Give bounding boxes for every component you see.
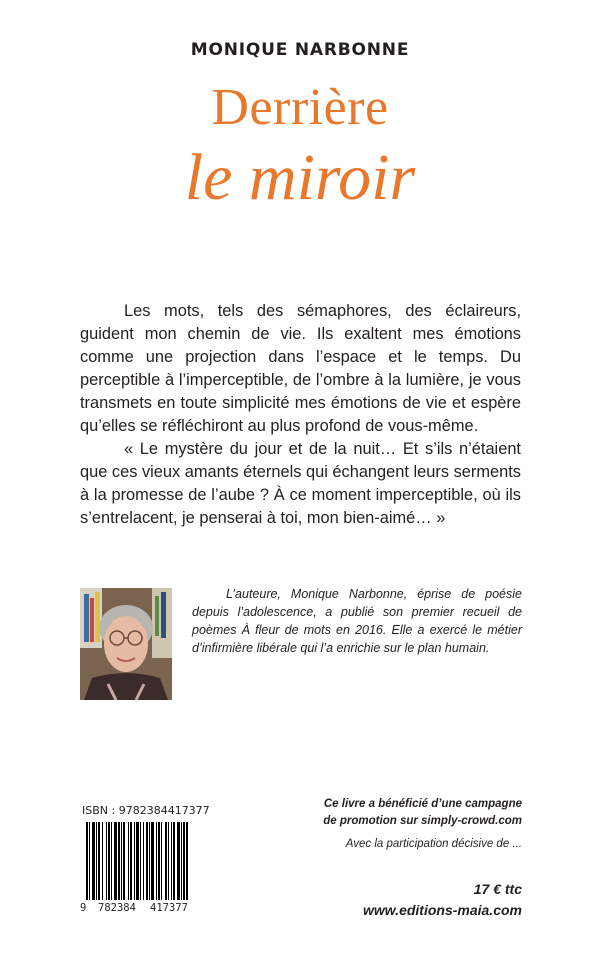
author-name: MONIQUE NARBONNE <box>190 40 410 60</box>
promo-line-2: de promotion sur simply-crowd.com <box>323 815 522 827</box>
author-bio: L’auteure, Monique Narbonne, éprise de poésie depuis l’adolescence, a publié son premier recueil de poèmes À fleur de mots en 2016. Elle a exercé le métier d’infirmière libérale qui l’a enrichie sur le plan humain. <box>192 587 522 655</box>
participation-note: Avec la participation décisive de ... <box>345 838 522 850</box>
title-line-1: Derrière <box>211 79 389 136</box>
back-cover-text <box>80 300 521 530</box>
promo-line-1: Ce livre a bénéficié d’une campagne <box>323 798 522 810</box>
author-photo <box>80 588 172 700</box>
barcode-digits-left: 782384 <box>98 902 136 914</box>
promotion-note <box>323 796 522 830</box>
isbn-label: ISBN : 9782384417377 <box>82 804 210 817</box>
barcode <box>80 822 204 900</box>
paragraph-1: Les mots, tels des sémaphores, des éclaireurs, guident mon chemin de vie. Ils exaltent mes émotions comme une projection dans l’espace et le temps. Du perceptible à l’imperceptible, de l’ombre à la lumière, je vous transmets en toute simplicité mes émotions de vie et espère qu’elles se réfléchiront au plus profond de vous-même. <box>80 302 521 435</box>
publisher-website: www.editions-maia.com <box>363 902 522 918</box>
barcode-digits-right: 417377 <box>150 902 188 914</box>
paragraph-2: « Le mystère du jour et de la nuit… Et s’ils n’étaient que ces vieux amants éternels qui échangent leurs serments à la promesse de l’aube ? À ce moment imperceptible, où ils s’entrelacent, je penserai à toi, mon bien-aimé… » <box>80 440 521 527</box>
barcode-digit-prefix: 9 <box>80 902 87 914</box>
price: 17 € ttc <box>473 881 522 897</box>
title-line-2: le miroir <box>184 141 416 214</box>
